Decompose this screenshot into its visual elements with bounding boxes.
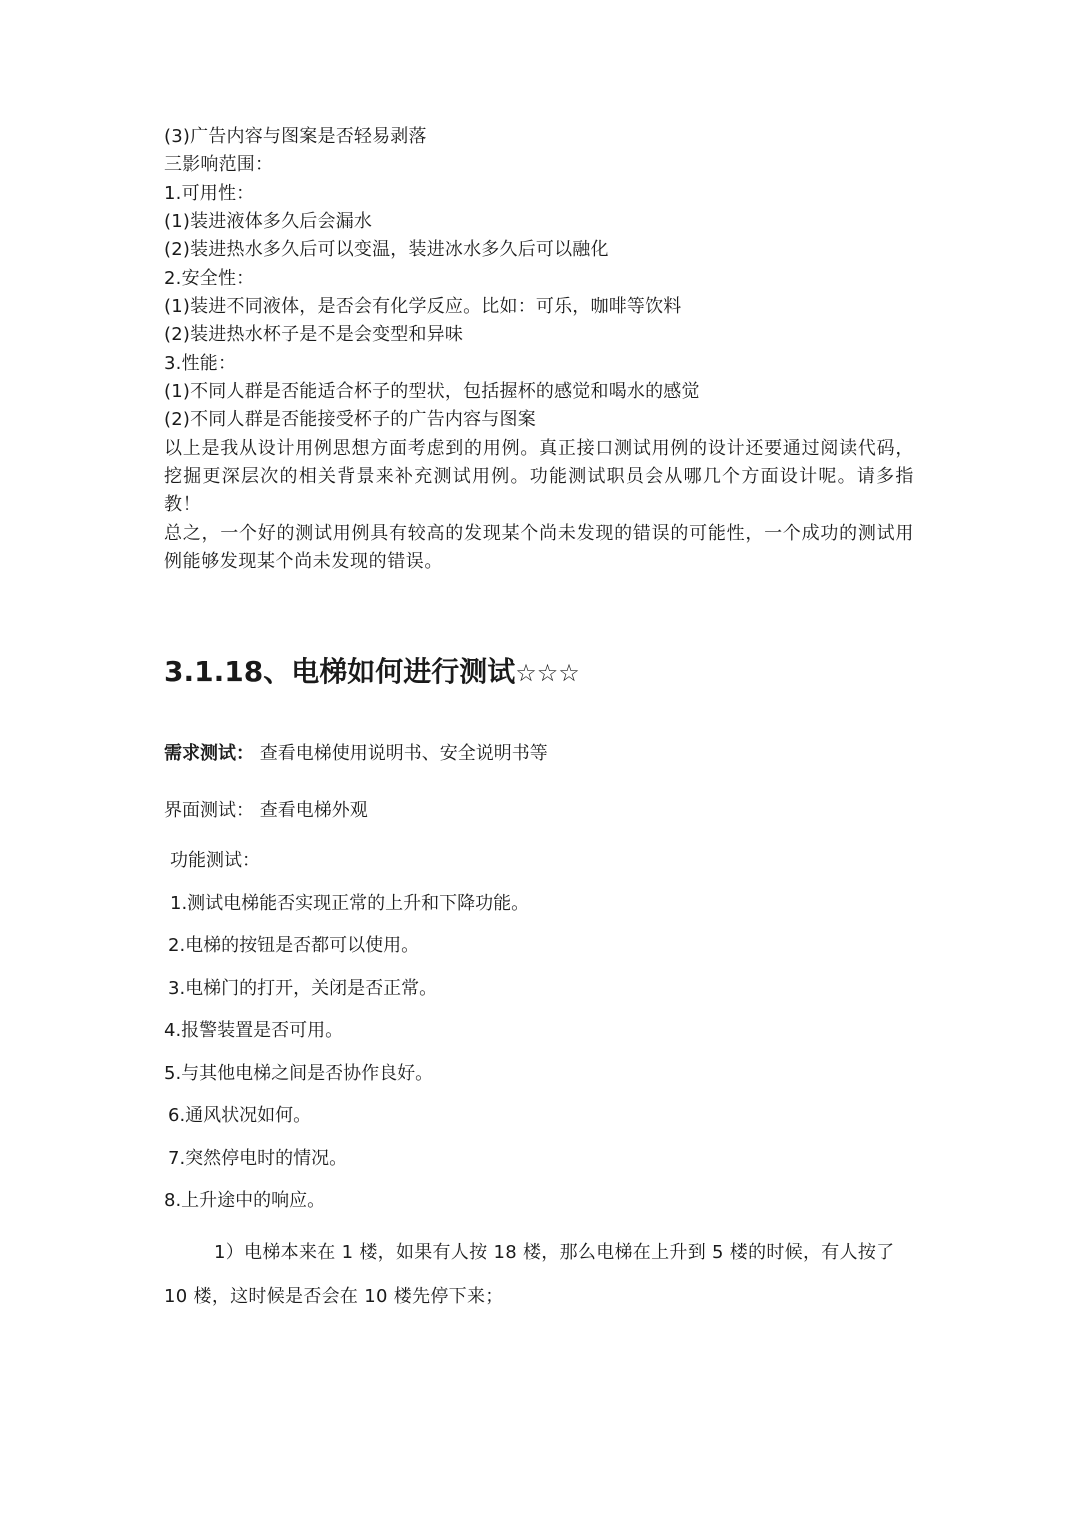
function-item: 1.测试电梯能否实现正常的上升和下降功能。 bbox=[170, 893, 530, 914]
text-line: 1.可用性： bbox=[164, 183, 255, 204]
function-item: 3.电梯门的打开，关闭是否正常。 bbox=[168, 978, 438, 999]
text-line: 2.安全性： bbox=[164, 268, 255, 289]
text-line: (2)装进热水杯子是不是会变型和异味 bbox=[164, 324, 464, 345]
text-line: (1)装进液体多久后会漏水 bbox=[164, 211, 373, 232]
text-line: (2)装进热水多久后可以变温，装进冰水多久后可以融化 bbox=[164, 239, 609, 260]
function-item: 2.电梯的按钮是否都可以使用。 bbox=[168, 935, 420, 956]
interface-value: 查看电梯外观 bbox=[259, 800, 368, 821]
function-item: 7.突然停电时的情况。 bbox=[168, 1148, 348, 1169]
interface-test bbox=[164, 797, 368, 825]
requirement-value: 查看电梯使用说明书、安全说明书等 bbox=[259, 743, 548, 764]
function-test-label: 功能测试： bbox=[170, 850, 260, 871]
function-item: 8.上升途中的响应。 bbox=[164, 1190, 326, 1211]
requirement-test bbox=[164, 740, 548, 768]
text-line: (1)装进不同液体，是否会有化学反应。比如：可乐，咖啡等饮料 bbox=[164, 296, 682, 317]
requirement-label: 需求测试： bbox=[164, 743, 254, 764]
sub-item: 1）电梯本来在 1 楼，如果有人按 18 楼，那么电梯在上升到 5 楼的时候，有人按了 10 楼，这时候是否会在 10 楼先停下来； bbox=[164, 1242, 895, 1307]
text-line: 3.性能： bbox=[164, 353, 237, 374]
paragraph-conclusion: 总之，一个好的测试用例具有较高的发现某个尚未发现的错误的可能性，一个成功的测试用例能够发现某个尚未发现的错误。 bbox=[164, 523, 914, 572]
section-heading bbox=[164, 652, 580, 693]
text-line: (2)不同人群是否能接受杯子的广告内容与图案 bbox=[164, 409, 536, 430]
text-line: (3)广告内容与图案是否轻易剥落 bbox=[164, 126, 427, 147]
text-line: (1)不同人群是否能适合杯子的型状，包括握杯的感觉和喝水的感觉 bbox=[164, 381, 700, 402]
section-heading-text: 3.1.18、电梯如何进行测试 bbox=[164, 655, 516, 688]
interface-label: 界面测试： bbox=[164, 800, 254, 821]
function-item: 4.报警装置是否可用。 bbox=[164, 1020, 344, 1041]
function-item: 5.与其他电梯之间是否协作良好。 bbox=[164, 1063, 434, 1084]
function-item: 6.通风状况如何。 bbox=[168, 1105, 312, 1126]
rating-stars: ☆☆☆ bbox=[515, 659, 580, 687]
text-line: 三影响范围： bbox=[164, 154, 274, 175]
paragraph-summary: 以上是我从设计用例思想方面考虑到的用例。真正接口测试用例的设计还要通过阅读代码，挖掘更深层次的相关背景来补充测试用例。功能测试职员会从哪几个方面设计呢。请多指教！ bbox=[164, 438, 914, 515]
